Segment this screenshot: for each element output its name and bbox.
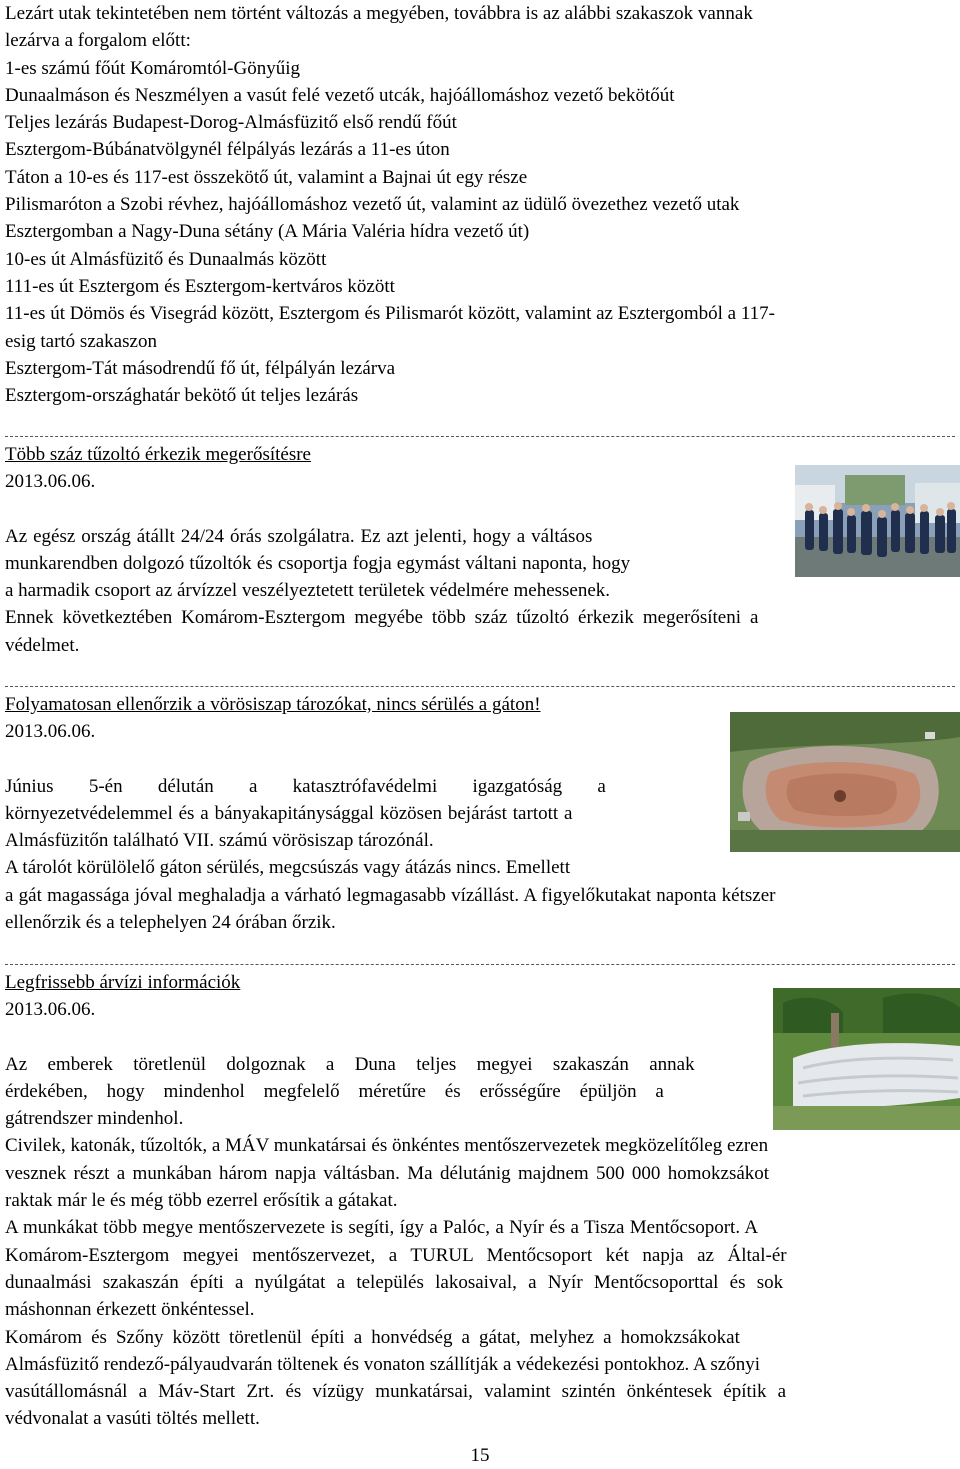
article-text-line: máshonnan érkezett önkéntessel. — [5, 1299, 255, 1321]
section-divider — [5, 686, 955, 687]
closures-line: Esztergomban a Nagy-Duna sétány (A Mária Valéria hídra vezető út) — [5, 221, 530, 243]
road-closures-section — [5, 0, 955, 409]
article-text-line: környezetvédelemmel és a bányakapitánysággal közösen bejárást tartott a — [5, 802, 573, 824]
article-title[interactable]: Folyamatosan ellenőrzik a vörösiszap tározókat, nincs sérülés a gáton! — [5, 694, 541, 715]
closures-line: 1-es számú főút Komáromtól-Gönyűig — [5, 57, 300, 79]
article-text-line: A tárolót körülölelő gáton sérülés, megcsúszás vagy átázás nincs. Emellett — [5, 857, 571, 879]
closures-line: Esztergom-Búbánatvölgynél félpályás lezárás a 11-es úton — [5, 139, 450, 161]
article-text-line: Komárom és Szőny között töretlenül építi a honvédség a gátat, melyhez a homokzsákokat — [5, 1326, 740, 1348]
article-title[interactable]: Legfrissebb árvízi információk — [5, 972, 241, 993]
article-text-line: Komárom-Esztergom megyei mentőszervezet, a TURUL Mentőcsoport két napja az Által-ér — [5, 1244, 787, 1266]
closures-line: lezárva a forgalom előtt: — [5, 30, 191, 52]
article-text-line: Az emberek töretlenül dolgoznak a Duna teljes megyei szakaszán annak — [5, 1053, 695, 1075]
firefighters-photo — [795, 465, 960, 577]
article-text-line: ellenőrzik és a telephelyen 24 órában őrzik. — [5, 912, 336, 934]
closures-line: Teljes lezárás Budapest-Dorog-Almásfüzitő első rendű főút — [5, 112, 457, 134]
page-number: 15 — [470, 1445, 490, 1466]
closures-line: Táton a 10-es és 117-est összekötő út, valamint a Bajnai út egy része — [5, 166, 528, 188]
article-text-line: Június 5-én délután a katasztrófavédelmi igazgatóság a — [5, 775, 606, 797]
closures-line: Esztergom-Tát másodrendű fő út, félpályán lezárva — [5, 357, 396, 379]
closures-line: esig tartó szakaszon — [5, 330, 157, 352]
closures-line: Esztergom-országhatár bekötő út teljes lezárás — [5, 385, 359, 407]
closures-line: Dunaalmáson és Neszmélyen a vasút felé vezető utcák, hajóállomáshoz vezető bekötőút — [5, 84, 675, 106]
article-text-line: érdekében, hogy mindenhol megfelelő méretűre és erősségűre épüljön a — [5, 1080, 664, 1102]
article-text-line: vasútállomásnál a Máv-Start Zrt. és vízügy munkatársai, valamint szintén önkéntesek építik a — [5, 1381, 787, 1403]
closures-line: 111-es út Esztergom és Esztergom-kertváros között — [5, 275, 395, 297]
article-text-line: gátrendszer mindenhol. — [5, 1108, 184, 1130]
article-text-line: Ennek következtében Komárom-Esztergom megyébe több száz tűzoltó érkezik megerősíteni a — [5, 607, 759, 629]
article-text-line: munkarendben dolgozó tűzoltók és csoportja fogja egymást váltani naponta, hogy — [5, 552, 631, 574]
article-date: 2013.06.06. — [5, 471, 96, 493]
article-text-line: A munkákat több megye mentőszervezete is segíti, így a Palóc, a Nyír és a Tisza Mentőcsoport. A — [5, 1217, 759, 1239]
article-text-line: védelmet. — [5, 634, 80, 656]
article-text-line: raktak már le és még több ezerrel erősítik a gátakat. — [5, 1190, 398, 1212]
closures-line: 11-es út Dömös és Visegrád között, Esztergom és Pilismarót között, valamint az Esztergomból a 117- — [5, 303, 775, 325]
article-text-line: vesznek részt a munkában három napja váltásban. Ma délutánig majdnem 500 000 homokzsákot — [5, 1162, 770, 1184]
red-mud-reservoir-aerial-photo — [730, 712, 960, 852]
article-text-line: Almásfüzitőn található VII. számú vörösiszap tározónál. — [5, 830, 434, 852]
sandbag-dam-photo — [773, 988, 960, 1130]
article-text-line: a gát magassága jóval meghaladja a várható legmagasabb vízállást. A figyelőkutakat naponta kétszer — [5, 884, 776, 906]
article-text-line: dunaalmási szakaszán építi a nyúlgátat a település lakosaival, a Nyír Mentőcsoporttal és sok — [5, 1271, 784, 1293]
section-divider — [5, 436, 955, 437]
article-text-line: Az egész ország átállt 24/24 órás szolgálatra. Ez azt jelenti, hogy a váltásos — [5, 525, 593, 547]
article-title[interactable]: Több száz tűzoltó érkezik megerősítésre — [5, 444, 311, 465]
closures-line: 10-es út Almásfüzitő és Dunaalmás között — [5, 248, 327, 270]
article-text-line: a harmadik csoport az árvízzel veszélyeztetett területek védelmére mehessenek. — [5, 580, 611, 602]
section-divider — [5, 964, 955, 965]
article-date: 2013.06.06. — [5, 721, 96, 743]
article-text-line: Civilek, katonák, tűzoltók, a MÁV munkatársai és önkéntes mentőszervezetek megközelítőleg ezren — [5, 1135, 769, 1157]
closures-line: Pilismaróton a Szobi révhez, hajóállomáshoz vezető út, valamint az üdülő övezethez vezető utak — [5, 194, 740, 216]
article-date: 2013.06.06. — [5, 999, 96, 1021]
article-text-line: védvonalat a vasúti töltés mellett. — [5, 1408, 260, 1430]
closures-line: Lezárt utak tekintetében nem történt változás a megyében, továbbra is az alábbi szakaszok vannak — [5, 3, 753, 24]
article-text-line: Almásfüzitő rendező-pályaudvarán töltenek és vonaton szállítják a védekezési pontokhoz. A szőnyi — [5, 1353, 761, 1375]
